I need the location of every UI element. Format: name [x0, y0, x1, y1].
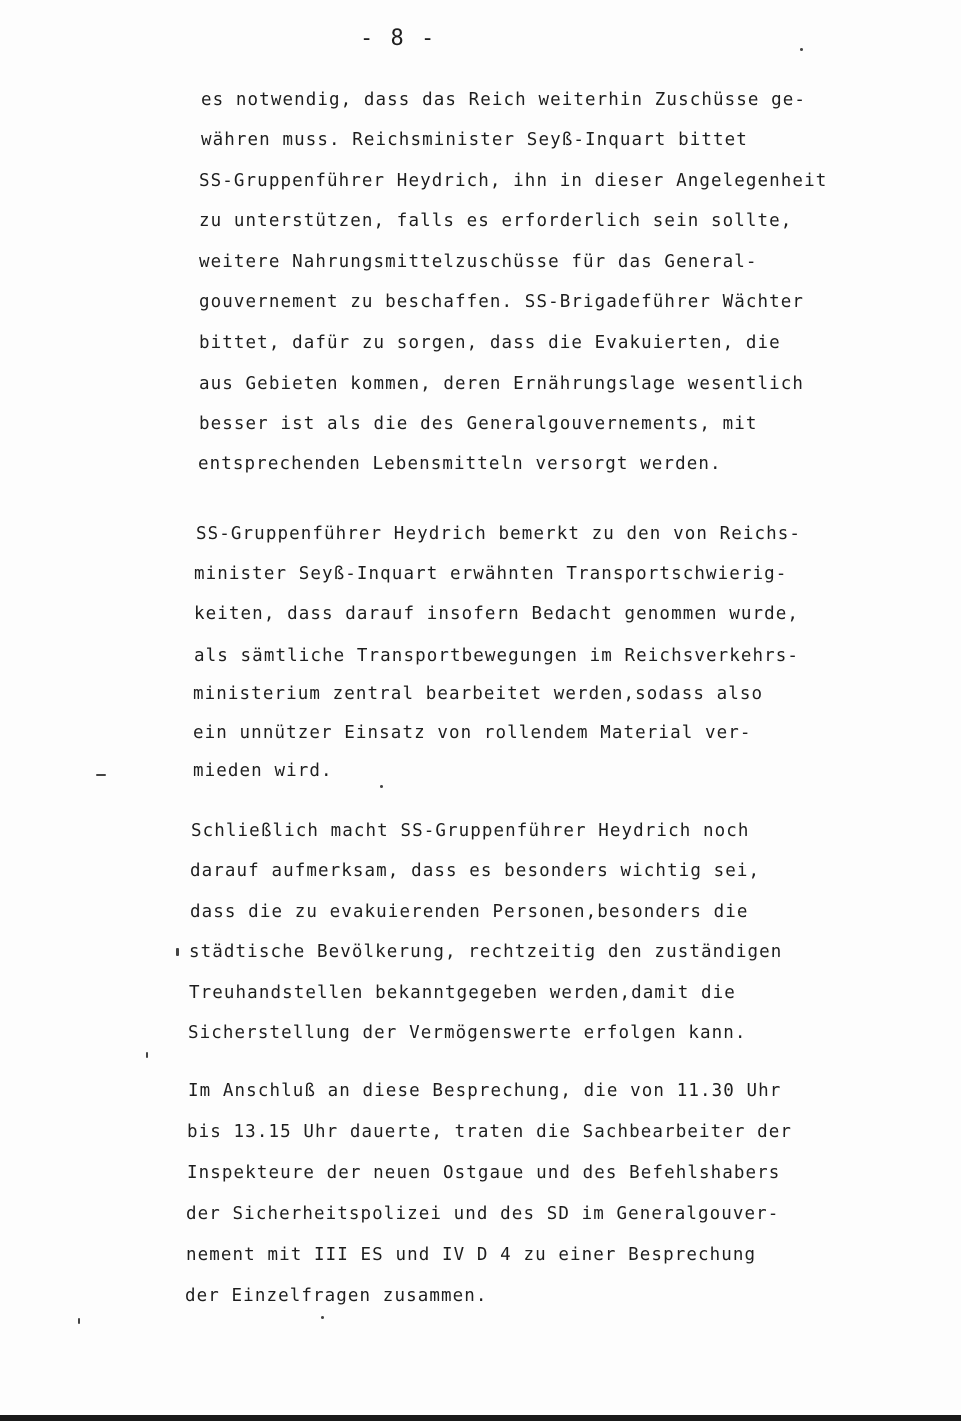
text-line: Im Anschluß an diese Besprechung, die von 11.30 Uhr	[188, 1081, 782, 1101]
scan-speck	[380, 785, 383, 788]
text-line: entsprechenden Lebensmitteln versorgt werden.	[198, 454, 722, 474]
text-line: besser ist als die des Generalgouvernements, mit	[199, 414, 758, 434]
text-line: städtische Bevölkerung, rechtzeitig den zuständigen	[189, 942, 783, 962]
text-line: gouvernement zu beschaffen. SS-Brigadeführer Wächter	[199, 292, 805, 312]
text-line: Sicherstellung der Vermögenswerte erfolgen kann.	[188, 1023, 747, 1043]
text-line: ministerium zentral bearbeitet werden,sodass also	[193, 684, 764, 704]
text-line: SS-Gruppenführer Heydrich bemerkt zu den von Reichs-	[196, 524, 802, 544]
text-line: der Sicherheitspolizei und des SD im Generalgouver-	[186, 1204, 780, 1224]
scan-speck	[321, 1316, 324, 1319]
text-line: weitere Nahrungsmittelzuschüsse für das General-	[199, 252, 758, 272]
text-line: als sämtliche Transportbewegungen im Reichsverkehrs-	[194, 646, 800, 666]
text-line: SS-Gruppenführer Heydrich, ihn in dieser Angelegenheit	[199, 171, 828, 191]
text-line: dass die zu evakuierenden Personen,besonders die	[190, 902, 749, 922]
text-line: der Einzelfragen zusammen.	[185, 1286, 488, 1306]
text-line: Treuhandstellen bekanntgegeben werden,damit die	[189, 983, 736, 1003]
text-line: nement mit III ES und IV D 4 zu einer Besprechung	[186, 1245, 757, 1265]
text-line: minister Seyß-Inquart erwähnten Transportschwierig-	[194, 564, 788, 584]
scan-speck	[78, 1318, 80, 1324]
text-line: bis 13.15 Uhr dauerte, traten die Sachbearbeiter der	[187, 1122, 793, 1142]
text-line: darauf aufmerksam, dass es besonders wichtig sei,	[190, 861, 761, 881]
scan-speck	[96, 774, 106, 776]
text-line: mieden wird.	[193, 761, 333, 781]
text-line: aus Gebieten kommen, deren Ernährungslage wesentlich	[199, 374, 805, 394]
text-line: Inspekteure der neuen Ostgaue und des Befehlshabers	[187, 1163, 781, 1183]
scan-speck	[146, 1052, 148, 1058]
text-line: bittet, dafür zu sorgen, dass die Evakuierten, die	[199, 333, 781, 353]
text-line: ein unnützer Einsatz von rollendem Material ver-	[193, 723, 752, 743]
text-line: es notwendig, dass das Reich weiterhin Zuschüsse ge-	[201, 90, 807, 110]
page-number: - 8 -	[360, 26, 437, 51]
scan-speck	[176, 948, 179, 956]
text-line: Schließlich macht SS-Gruppenführer Heydrich noch	[191, 821, 750, 841]
text-line: zu unterstützen, falls es erforderlich sein sollte,	[199, 211, 793, 231]
text-line: keiten, dass darauf insofern Bedacht genommen wurde,	[194, 604, 800, 624]
scan-edge	[0, 1415, 961, 1421]
text-line: währen muss. Reichsminister Seyß-Inquart bittet	[201, 130, 748, 150]
scan-speck	[800, 48, 803, 51]
